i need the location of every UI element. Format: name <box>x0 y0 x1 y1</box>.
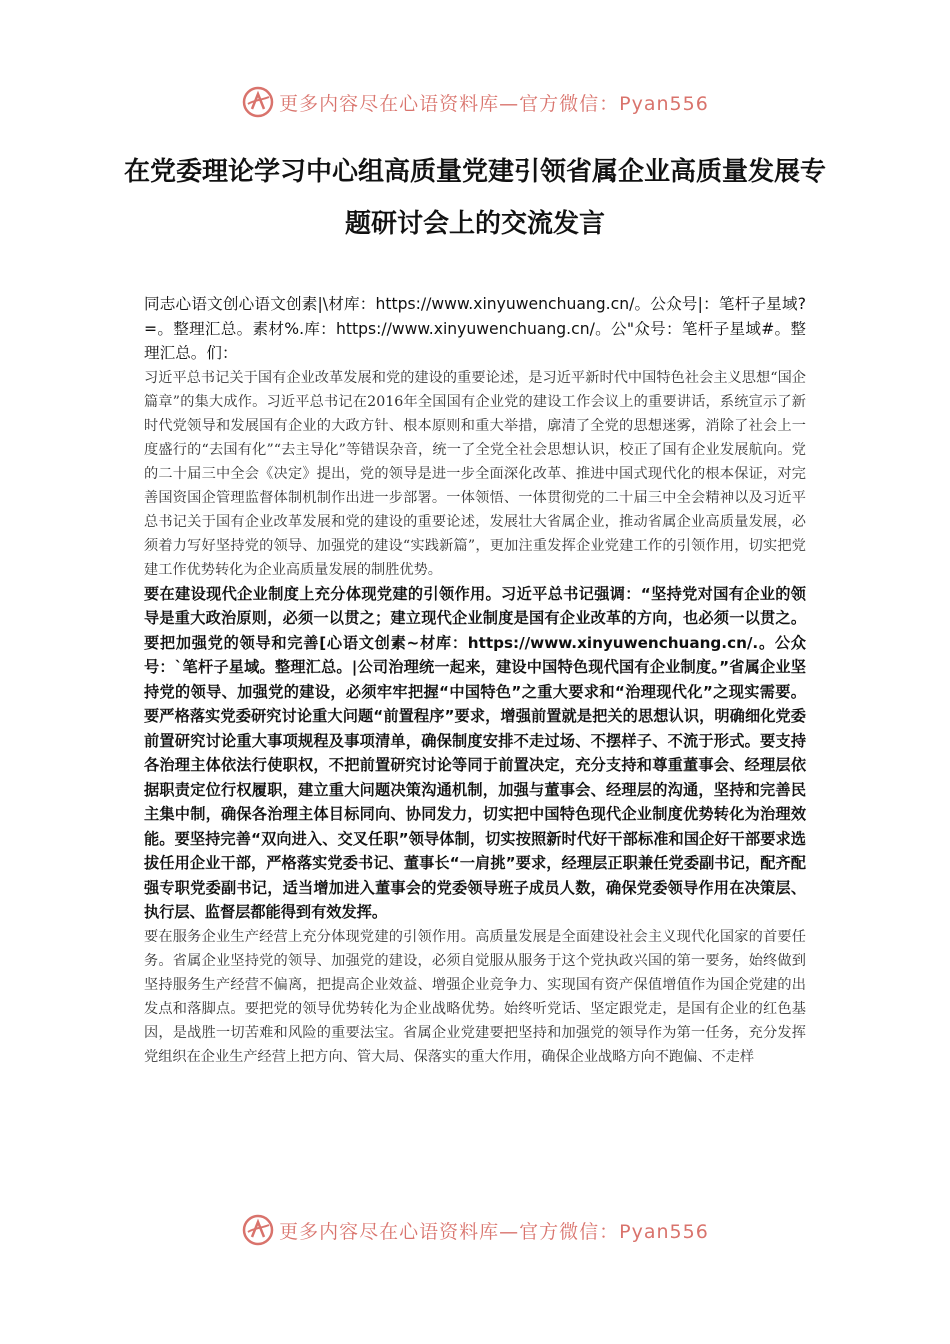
paragraph-intro: 同志心语文创心语文创素|\材库：https://www.xinyuwenchuang.cn/。公众号|：笔杆子星域?=。整理汇总。素材%.库：https://www.xinyuwenchuang.cn/。公"众号：笔杆子星域#。整理汇总。们： <box>144 295 806 362</box>
brand-logo-icon <box>241 1213 275 1247</box>
document-title: 在党委理论学习中心组高质量党建引领省属企业高质量发展专题研讨会上的交流发言 <box>123 157 826 239</box>
header-banner <box>0 80 950 124</box>
paragraph-1: 习近平总书记关于国有企业改革发展和党的建设的重要论述，是习近平新时代中国特色社会主义思想“国企篇章”的集大成作。习近平总书记在2016年全国国有企业党的建设工作会议上的重要讲话，系统宣示了新时代党领导和发展国有企业的大政方针、根本原则和重大举措，廓清了全党的思想迷雾，消除了社会上一度盛行的“去国有化”“去主导化”等错误杂音，统一了全党全社会思想认识，校正了国有企业发展航向。党的二十届三中全会《决定》提出，党的领导是进一步全面深化改革、推进中国式现代化的根本保证，对完善国资国企管理监督体制机制作出进一步部署。一体领悟、一体贯彻党的二十届三中全会精神以及习近平总书记关于国有企业改革发展和党的建设的重要论述，发展壮大省属企业，推动省属企业高质量发展，必须着力写好坚持党的领导、加强党的建设“实践新篇”，更加注重发挥企业党建工作的引领作用，切实把党建工作优势转化为企业高质量发展的制胜优势。 <box>144 369 806 578</box>
brand-logo-icon <box>241 85 275 119</box>
paragraph-3: 要在服务企业生产经营上充分体现党建的引领作用。高质量发展是全面建设社会主义现代化国家的首要任务。省属企业坚持党的领导、加强党的建设，必须自觉服从服务于这个党执政兴国的第一要务，始终做到坚持服务生产经营不偏离，把提高企业效益、增强企业竞争力、实现国有资产保值增值作为国企党建的出发点和落脚点。要把党的领导优势转化为企业战略优势。始终听党话、坚定跟党走，是国有企业的红色基因，是战胜一切苦难和风险的重要法宝。省属企业党建要把坚持和加强党的领导作为第一任务，充分发挥党组织在企业生产经营上把方向、管大局、保落实的重大作用，确保企业战略方向不跑偏、不走样 <box>144 928 806 1065</box>
document-body <box>144 292 806 1069</box>
paragraph-2: 要在建设现代企业制度上充分体现党建的引领作用。习近平总书记强调：“坚持党对国有企业的领导是重大政治原则，必须一以贯之；建立现代企业制度是国有企业改革的方向，也必须一以贯之。要把加强党的领导和完善[心语文创素~材库：https://www.xinyuwenchuang.cn/.。公众号：`笔杆子星域。整理汇总。|公司治理统一起来，建设中国特色现代国有企业制度。”省属企业坚持党的领导、加强党的建设，必须牢牢把握“中国特色”之重大要求和“治理现代化”之现实需要。要严格落实党委研究讨论重大问题“前置程序”要求，增强前置就是把关的思想认识，明确细化党委前置研究讨论重大事项规程及事项清单，确保制度安排不走过场、不摆样子、不流于形式。要支持各治理主体依法行使职权，不把前置研究讨论等同于前置决定，充分支持和尊重董事会、经理层依据职责定位行权履职，建立重大问题决策沟通机制，加强与董事会、经理层的沟通，坚持和完善民主集中制，确保各治理主体目标同向、协同发力，切实把中国特色现代企业制度优势转化为治理效能。要坚持完善“双向进入、交叉任职”领导体制，切实按照新时代好干部标准和国企好干部要求选拔任用企业干部，严格落实党委书记、董事长“一肩挑”要求，经理层正职兼任党委副书记，配齐配强专职党委副书记，适当增加进入董事会的党委领导班子成员人数，确保党委领导作用在决策层、执行层、监督层都能得到有效发挥。 <box>144 584 806 921</box>
banner-text: 更多内容尽在心语资料库—官方微信：Pyan556 <box>279 1220 709 1243</box>
footer-banner <box>0 1208 950 1252</box>
banner-text: 更多内容尽在心语资料库—官方微信：Pyan556 <box>279 92 709 115</box>
